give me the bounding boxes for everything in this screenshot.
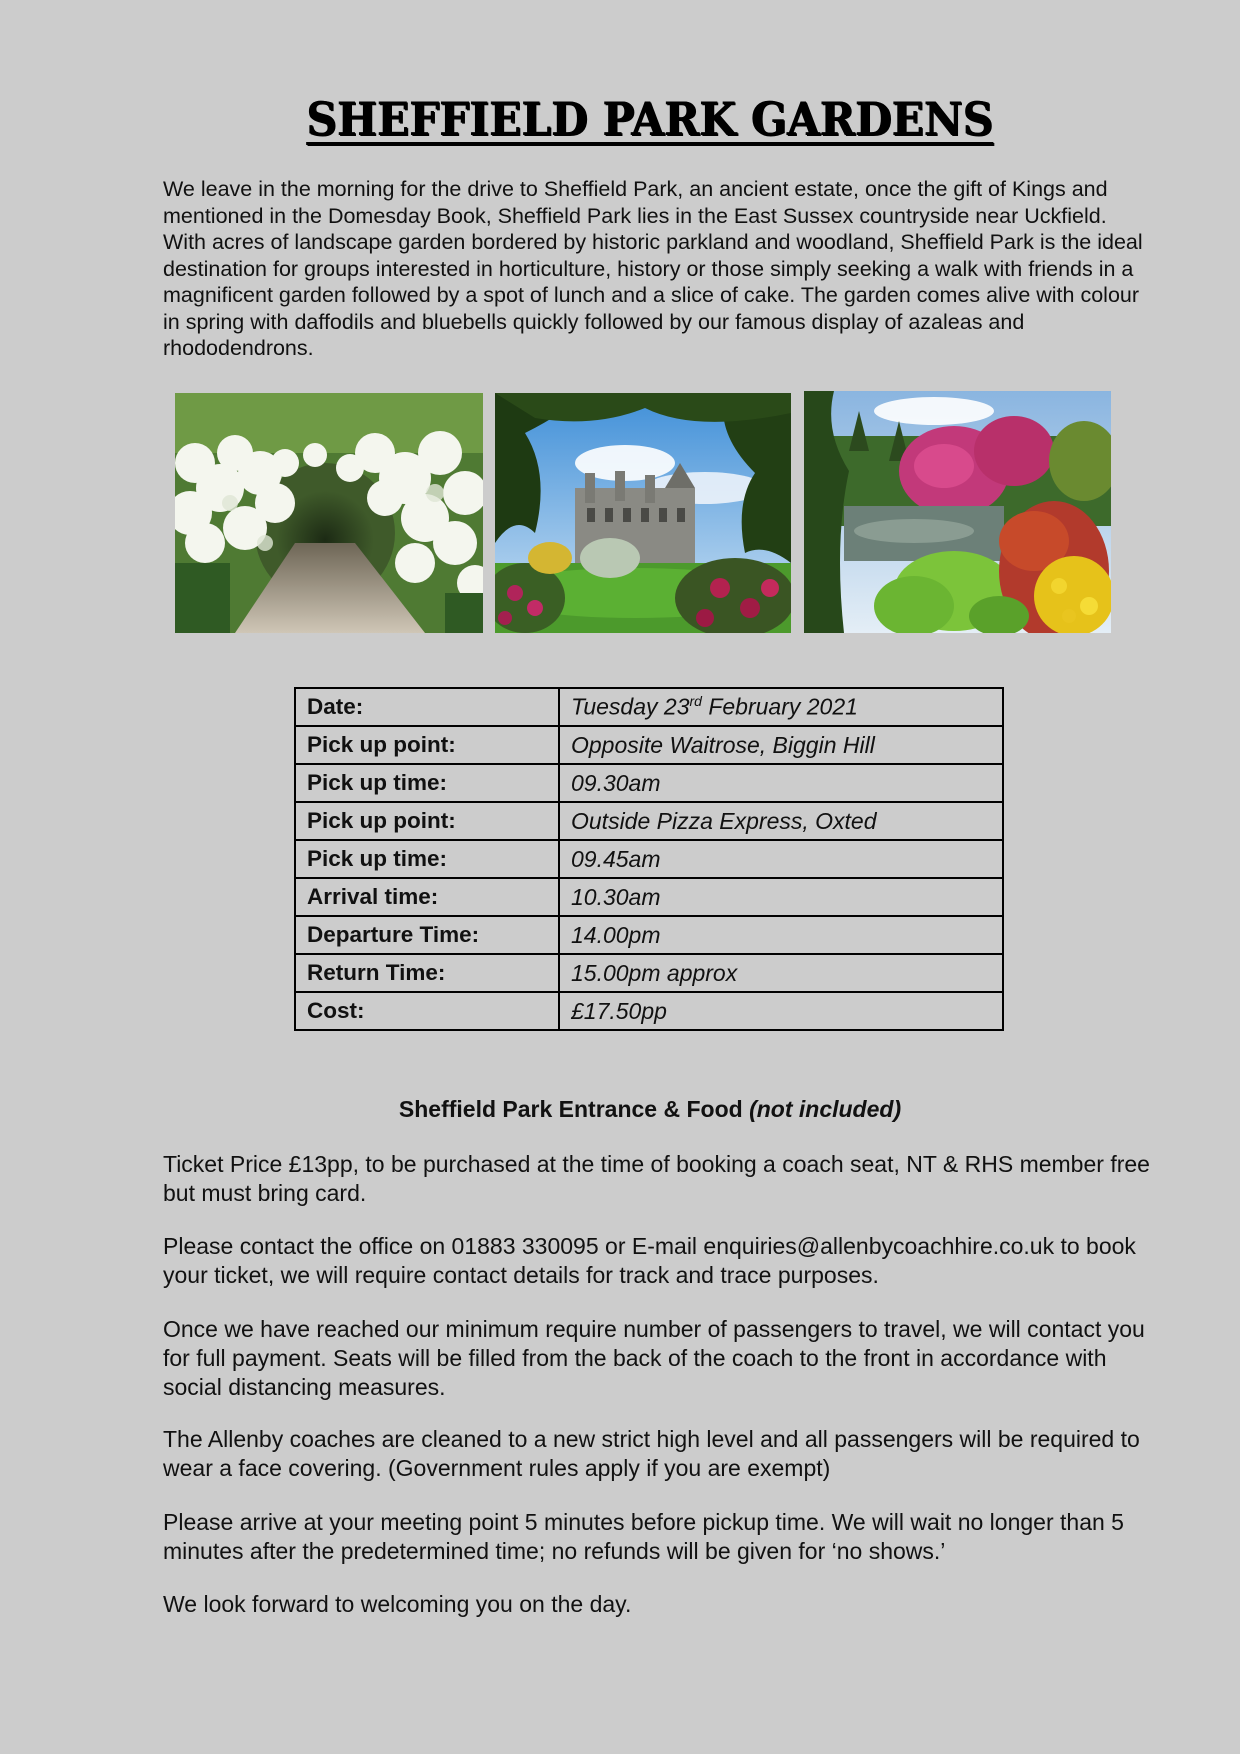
row-label: Departure Time:: [295, 916, 559, 954]
arrival-paragraph: Please arrive at your meeting point 5 minutes before pickup time. We will wait no longer than 5 minutes after the predetermined time; no refunds will be given for ‘no shows.’: [163, 1509, 1124, 1564]
entrance-food-heading: Sheffield Park Entrance & Food (not included): [398, 1096, 902, 1122]
row-value: 09.30am: [559, 764, 1003, 802]
row-value: Outside Pizza Express, Oxted: [559, 802, 1003, 840]
cleaning-paragraph: The Allenby coaches are cleaned to a new strict high level and all passengers will be required to wear a face covering. (Government rules apply if you are exempt): [163, 1426, 1140, 1481]
table-row: [295, 764, 1003, 802]
payment-paragraph: Once we have reached our minimum require number of passengers to travel, we will contact you for full payment. Seats will be filled from the back of the coach to the front in accordance with social distancing measures.: [163, 1316, 1145, 1400]
intro-paragraph: We leave in the morning for the drive to Sheffield Park, an ancient estate, once the gift of Kings and mentioned in the Domesday Book, Sheffield Park lies in the East Sussex countryside near Uckfield. With acres of landscape garden bordered by historic parkland and woodland, Sheffield Park is the ideal destination for groups interested in horticulture, history or those simply seeking a walk with friends in a magnificent garden followed by a spot of lunch and a slice of cake. The garden comes alive with colour in spring with daffodils and bluebells quickly followed by our famous display of azaleas and rhododendrons.: [163, 177, 1143, 360]
table-row: [295, 802, 1003, 840]
white-rhododendron-path-photo: [175, 393, 483, 633]
row-value: £17.50pp: [559, 992, 1003, 1030]
row-label: Pick up time:: [295, 840, 559, 878]
date-label: Date:: [295, 688, 559, 726]
ticket-price-paragraph: Ticket Price £13pp, to be purchased at the time of booking a coach seat, NT & RHS member free but must bring card.: [163, 1151, 1150, 1206]
row-label: Pick up time:: [295, 764, 559, 802]
date-value: Tuesday 23rd February 2021: [559, 688, 1003, 726]
row-label: Return Time:: [295, 954, 559, 992]
sheffield-park-house-photo: [495, 393, 791, 633]
contact-paragraph: Please contact the office on 01883 330095 or E-mail enquiries@allenbycoachhire.co.uk to book your ticket, we will require contact details for track and trace purposes.: [163, 1233, 1136, 1288]
table-row: [295, 726, 1003, 764]
row-value: 10.30am: [559, 878, 1003, 916]
row-value: Opposite Waitrose, Biggin Hill: [559, 726, 1003, 764]
trip-details-table: [294, 687, 1004, 1031]
table-row: [295, 954, 1003, 992]
closing-paragraph: We look forward to welcoming you on the day.: [163, 1591, 632, 1617]
table-row: [295, 840, 1003, 878]
row-value: 15.00pm approx: [559, 954, 1003, 992]
row-value: 09.45am: [559, 840, 1003, 878]
lake-with-azaleas-photo: [804, 391, 1111, 633]
row-label: Arrival time:: [295, 878, 559, 916]
row-label: Pick up point:: [295, 802, 559, 840]
row-label: Cost:: [295, 992, 559, 1030]
row-value: 14.00pm: [559, 916, 1003, 954]
table-row: [295, 916, 1003, 954]
row-label: Pick up point:: [295, 726, 559, 764]
table-row: [295, 992, 1003, 1030]
table-row: [295, 688, 1003, 726]
table-row: [295, 878, 1003, 916]
page-title: SHEFFIELD PARK GARDENS: [306, 92, 994, 146]
